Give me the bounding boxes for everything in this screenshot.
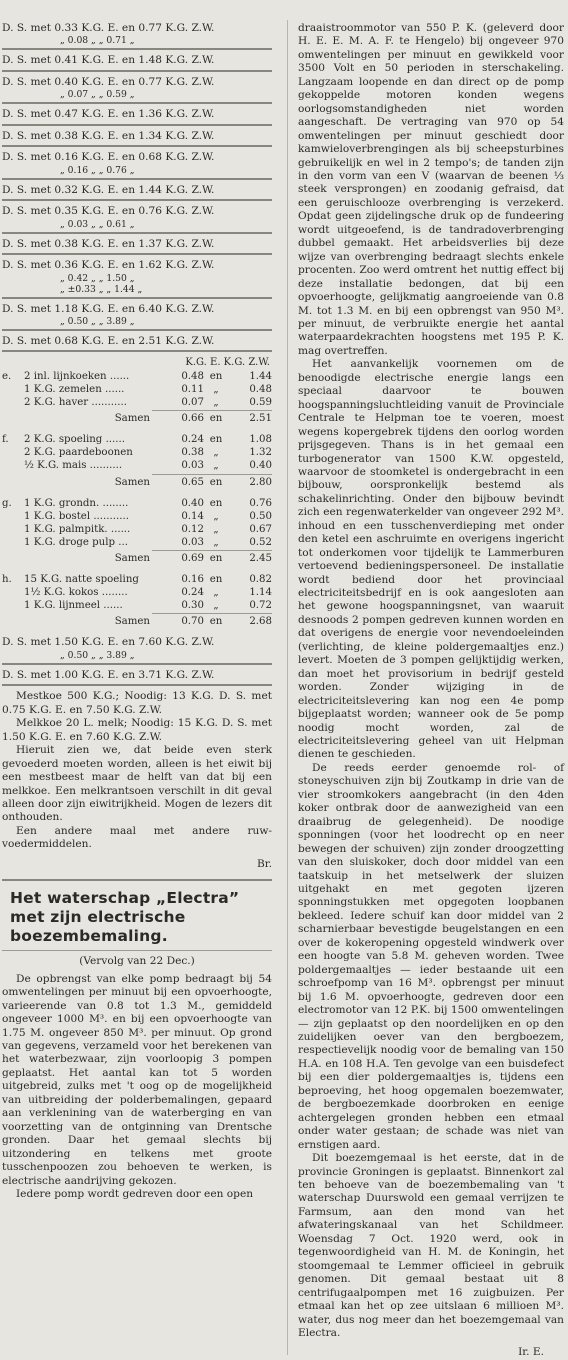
- ration-group: [2, 433, 272, 472]
- rule: [152, 550, 272, 551]
- ration-zetmeel: 0.72: [249, 600, 272, 612]
- rule: [2, 684, 272, 686]
- ration-eiwit: 0.24: [181, 587, 204, 599]
- feed-line: D. S. met 0.38 K.G. E. en 1.34 K.G. Z.W.: [2, 129, 215, 142]
- rule: [2, 232, 272, 234]
- ration-eiwit: 0.38: [181, 447, 204, 459]
- spacer: [2, 565, 272, 573]
- ration-sep: „: [213, 383, 219, 395]
- ration-item: 1 K.G. zemelen ......: [24, 383, 125, 395]
- ration-sep: „: [213, 523, 219, 535]
- ration-zetmeel: 0.48: [249, 383, 272, 395]
- rule: [152, 474, 272, 475]
- feed-subline: „ 0.16 „ „ 0.76 „: [60, 164, 135, 176]
- ration-item: 1½ K.G. kokos ........: [24, 587, 128, 599]
- continued-note: (Vervolg van 22 Dec.): [79, 955, 195, 968]
- ration-group: [2, 497, 272, 549]
- ration-key: [2, 510, 24, 523]
- ration-zetmeel: 2.45: [249, 553, 272, 565]
- rule: [2, 950, 272, 951]
- ration-item: 2 K.G. spoeling ......: [24, 434, 125, 446]
- ration-total: [2, 615, 272, 628]
- feed-line: D. S. met 0.68 K.G. E. en 2.51 K.G. Z.W.: [2, 334, 215, 347]
- rule: [2, 350, 272, 352]
- ration-zetmeel: 2.51: [249, 413, 272, 425]
- ration-eiwit: 0.48: [181, 370, 204, 382]
- ration-total: [2, 476, 272, 489]
- ration-sep: „: [213, 536, 219, 548]
- feed-subline: „ 0.07 „ „ 0.59 „: [60, 89, 135, 101]
- feed-subline: „ 0.50 „ „ 3.89 „: [60, 649, 135, 661]
- ration-total-label: Samen: [114, 413, 150, 425]
- article-body: Iedere pomp wordt gedreven door een open: [16, 1187, 254, 1200]
- feed-subline: „ 0.08 „ „ 0.71 „: [60, 35, 135, 47]
- feed-line: D. S. met 0.32 K.G. E. en 1.44 K.G. Z.W.: [2, 183, 215, 196]
- ration-zetmeel: 0.67: [249, 523, 272, 535]
- rule: [2, 70, 272, 72]
- ration-eiwit: 0.66: [181, 413, 204, 425]
- paragraph: Melkkoe 20 L. melk; Noodig: 15 K.G. D. S. met 1.50 K.G. E. en 7.60 K.G. Z.W.: [2, 717, 272, 743]
- ration-key: e.: [2, 370, 12, 382]
- ration-eiwit: 0.12: [181, 523, 204, 535]
- feed-line: D. S. met 0.35 K.G. E. en 0.76 K.G. Z.W.: [2, 205, 215, 218]
- ration-zetmeel: 0.76: [249, 497, 272, 509]
- ration-key: f.: [2, 434, 9, 446]
- rule: [2, 297, 272, 299]
- rule: [2, 879, 272, 881]
- ration-zetmeel: 0.59: [249, 397, 272, 409]
- ration-group: [2, 573, 272, 612]
- rule: [2, 329, 272, 331]
- article-body: De reeds eerder genoemde rol- of stoneyschuiven zijn bij Zoutkamp in drie van de vier stroomkokers aangebracht (in den 4den koker ontbrak door de aanwezigheid van een draaibrug de gelegenheid). De noodige sponningen (voor het loodrecht op en neer bewegen der schuiven) zijn zonder droogzetting van den sluiskoker, doch door middel van een taatskuip in het metselwerk der sluizen uitgehakt en met gegoten ijzeren sponningstukken met opgegoten loopbanen bekleed. Iedere schuif kan door middel van 2 scharnierbaar bevestigde beugelstangen en een over de kokeropening opgesteld windwerk over een hoogte van 5.8 M. geheven worden. Twee poldergemaaltjes — ieder bestaande uit een schroefpomp van 16 M³. opbrengst per minuut bij 1.6 M. opvoerhoogte, gedreven door een electromotor van 12 P.K. bij 1500 omwentelingen — zijn geplaatst op den noordelijken en op den zuidelijken oever van den bergboezem, respectievelijk noodig voor de bemaling van 150 H.A. en 108 H.A. Ten gevolge van een buisdefect bij een dier poldergemaaltjes is, tijdens een beproeving, het hoog opgemalen boezemwater, de bergboezemkade doorbroken en eenige achtergelegen gronden hebben een etmaal onder water gestaan; de schade was niet van ernstigen aard.: [298, 761, 564, 1151]
- feed-line: D. S. met 0.47 K.G. E. en 1.36 K.G. Z.W.: [2, 108, 215, 121]
- ration-sep: „: [213, 460, 219, 472]
- ration-item: 1 K.G. droge pulp ...: [24, 536, 128, 548]
- spacer: [2, 628, 272, 636]
- ration-sep: en: [209, 370, 223, 382]
- ration-total-label: Samen: [114, 616, 150, 628]
- feed-line: D. S. met 1.50 K.G. E. en 7.60 K.G. Z.W.: [2, 636, 215, 649]
- ration-key: g.: [2, 497, 12, 509]
- ration-key: [2, 615, 24, 628]
- ration-sep: en: [209, 413, 223, 425]
- ration-item: 15 K.G. natte spoeling: [24, 574, 139, 586]
- article-body: Dit boezemgemaal is het eerste, dat in de provincie Groningen is geplaatst. Binnenkort zal ten behoeve van de boezembemaling van 't waterschap Duurswold een gemaal verrijzen te Farmsum, aan den mond van het afwateringskanaal van het Schildmeer. Woensdag 7 Oct. 1920 werd, ook in tegenwoordigheid van H. M. de Koningin, het stoomgemaal te Lemmer officieel in gebruik genomen. Dit gemaal bestaat uit 8 centrifugaalpompen met 16 zuigbuizen. Per etmaal kan het op zee uitslaan 6 millioen M³. water, dus nog meer dan het boezemgemaal van Electra.: [298, 1152, 564, 1339]
- ration-item: 1 K.G. lijnmeel ......: [24, 600, 123, 612]
- ration-eiwit: 0.11: [181, 383, 204, 395]
- ration-sep: en: [209, 616, 223, 628]
- ration-sep: en: [209, 476, 223, 488]
- feed-subline: „ 0.50 „ „ 3.89 „: [60, 315, 135, 327]
- ration-zetmeel: 0.40: [249, 460, 272, 472]
- ration-zetmeel: 1.14: [249, 587, 272, 599]
- article-body: Het aanvankelijk voornemen om de benoodigde electrische energie langs een speciaal daarvoor te bouwen hoogspanningsluchtleiding vanuit de Provinciale Centrale te Helpman toe te voeren, moest wegens kopergebrek tijdens den oorlog worden prijsgegeven. Thans is in het gemaal een turbogenerator van 1500 K.W. opgesteld, waarvoor de stoomketel is ondergebracht in een bijbouw, oorspronkelijk bestemd als schakelinrichting. Onder den bijbouw bevindt zich een regenwaterkelder van ongeveer 292 M³. inhoud en een tusschenverdieping met onder den ketel een aschruimte en overigens ingericht tot onderkomen voor tijdelijk te Lammerburen vertoevend bedieningspersoneel. De installatie wordt bediend door het provinciaal electriciteitsbedrijf en is ook aangesloten aan het gewone hoogspanningsnet, van waaruit desnoods 2 pompen gedreven kunnen worden en dat overigens de energie voor nevendoeleinden (verlichting, de kleine poldergemaaltjes enz.) levert. Moeten de 3 pompen gelijktijdig werken, dan moet het provisorium in bedrijf gesteld worden. Zonder wijziging in de electriciteitslevering kan nog een 4e pomp bijgeplaatst worden; wanneer ook de 5e pomp noodig mocht worden, zal de electriciteitslevering geheel van uit Helpman dienen te geschieden.: [298, 358, 564, 761]
- signature: Ir. E.: [518, 1346, 544, 1359]
- feed-table-middle: [2, 303, 272, 353]
- right-column: [298, 22, 564, 1360]
- ration-zetmeel: 0.82: [249, 574, 272, 586]
- rule: [2, 199, 272, 201]
- ration-eiwit: 0.40: [181, 497, 204, 509]
- ration-sep: „: [213, 587, 219, 599]
- paragraph: Hieruit zien we, dat beide even sterk gevoederd moeten worden, alleen is het eiwit bij een mestbeest maar de helft van dat bij een melkkoe. Een melkrantsoen verschilt in dit geval alleen door zijn eiwitrijkheid. Mogen de lezers dit onthouden.: [2, 744, 272, 824]
- ration-zetmeel: 0.50: [249, 510, 272, 522]
- feed-line: D. S. met 1.18 K.G. E. en 6.40 K.G. Z.W.: [2, 302, 215, 315]
- spacer: [2, 489, 272, 497]
- feed-subline: „ 0.03 „ „ 0.61 „: [60, 218, 135, 230]
- ration-key: [2, 536, 24, 549]
- feed-subline: „ 0.42 „ „ 1.50 „: [60, 272, 135, 284]
- rule: [2, 124, 272, 126]
- ration-eiwit: 0.30: [181, 600, 204, 612]
- feed-table-upper: [2, 22, 272, 255]
- ration-eiwit: 0.16: [181, 574, 204, 586]
- ration-key: [2, 552, 24, 565]
- ration-eiwit: 0.03: [181, 460, 204, 472]
- ration-group: [2, 370, 272, 409]
- ration-header: K.G. E. K.G. Z.W.: [185, 357, 270, 369]
- ration-sep: „: [213, 447, 219, 459]
- column-divider: [287, 20, 288, 1355]
- ration-total-label: Samen: [114, 476, 150, 488]
- ration-key: [2, 396, 24, 409]
- article-body: De opbrengst van elke pomp bedraagt bij 54 omwentelingen per minuut bij een opvoerhoogte, varieerende van 0.8 tot 1.3 M., gemiddeld ongeveer 1000 M³. en bij een opvoerhoogte van 1.75 M. ongeveer 850 M³. per minuut. Op grond van gegevens, verzameld voor het berekenen van het waterbezwaar, zijn voorloopig 3 pompen geplaatst. Het aantal kan tot 5 worden uitgebreid, zulks met 't oog op de mogelijkheid van uitbreiding der polderbemalingen, gepaard aan verklenining van de waterberging en van voorzetting van de ontginning van Drentsche gronden. Daar het gemaal slechts bij uitzondering en telkens met groote tusschenpoozen zou behoeven te werken, is electrische aandrijving gekozen.: [2, 972, 272, 1187]
- feed-line: D. S. met 0.36 K.G. E. en 1.62 K.G. Z.W.: [2, 259, 215, 272]
- ration-eiwit: 0.03: [181, 536, 204, 548]
- ration-key: [2, 383, 24, 396]
- ration-sep: en: [209, 553, 223, 565]
- ration-key: h.: [2, 574, 12, 586]
- ration-total: [2, 412, 272, 425]
- left-column: [2, 22, 272, 1201]
- ration-key: [2, 476, 24, 489]
- feed-block-three-lines: [2, 259, 272, 298]
- rule: [152, 613, 272, 614]
- rule: [2, 102, 272, 104]
- feed-line: D. S. met 0.16 K.G. E. en 0.68 K.G. Z.W.: [2, 151, 215, 164]
- ration-key: [2, 586, 24, 599]
- rule: [2, 253, 272, 255]
- ration-eiwit: 0.07: [181, 397, 204, 409]
- ration-key: [2, 459, 24, 472]
- ration-zetmeel: 2.80: [249, 476, 272, 488]
- ration-zetmeel: 1.44: [249, 370, 272, 382]
- ration-zetmeel: 2.68: [249, 616, 272, 628]
- signature: Br.: [256, 857, 272, 870]
- spacer: [2, 425, 272, 433]
- ration-item: 2 K.G. paardeboonen: [24, 447, 133, 459]
- article-title: Het waterschap „Electra” met zijn electrische boezembemaling.: [10, 889, 240, 946]
- ration-eiwit: 0.70: [181, 616, 204, 628]
- ration-key: [2, 412, 24, 425]
- ration-eiwit: 0.14: [181, 510, 204, 522]
- ration-key: [2, 523, 24, 536]
- rule: [2, 663, 272, 665]
- ration-sep: en: [209, 574, 223, 586]
- ration-item: 1 K.G. bostel ...........: [24, 510, 129, 522]
- rule: [152, 410, 272, 411]
- ration-sep: „: [213, 510, 219, 522]
- article-body: draaistroommotor van 550 P. K. (geleverd door H. E. E. M. A. F. te Hengelo) bij ongeveer 970 omwentelingen per minuut en gewikkeld voor 3500 Volt en 50 perioden in sterschakeling. Langzaam loopende en dan direct op de pomp gekoppelde motoren konden wegens oorlogsomstandigheden niet worden aangeschaft. De vertraging van 970 op 54 omwentelingen per minuut geschiedt door kamwieloverbrengingen als bij scheepsturbines gebruikelijk en wel in 2 tempo's; de tanden zijn in den vorm van een V (waarvan de beenen ⅓ steek versprongen) en zoodanig gefraisd, dat een geruischlooze overbrenging is verzekerd. Opdat geen zijdelingsche druk op de fundeering wordt uitgeoefend, is de tandradoverbrenging dubbel gemaakt. Het arbeidsverlies bij deze wijze van overbrenging bedraagt slechts enkele procenten. Zoo werd omtrent het nuttig effect bij deze installatie bedongen, dat bij een opvoerhoogte, gelijkmatig aangroeiende van 0.8 M. tot 1.3 M. en bij een opbrengst van 950 M³. per minuut, de verbruikte energie het aantal waterpaardekrachten hoogstens met 195 P. K. mag overtreffen.: [298, 22, 564, 357]
- rule: [2, 145, 272, 147]
- paragraph: Een andere maal met andere ruw-voedermiddelen.: [2, 824, 272, 851]
- ration-item: 2 K.G. haver ...........: [24, 397, 127, 409]
- ration-tables: [2, 370, 272, 637]
- ration-sep: en: [209, 497, 223, 509]
- ration-key: [2, 599, 24, 612]
- feed-line: D. S. met 0.41 K.G. E. en 1.48 K.G. Z.W.: [2, 54, 215, 67]
- feed-line: D. S. met 0.33 K.G. E. en 0.77 K.G. Z.W.: [2, 22, 215, 34]
- feed-line: D. S. met 0.40 K.G. E. en 0.77 K.G. Z.W.: [2, 75, 215, 88]
- ration-zetmeel: 1.32: [249, 447, 272, 459]
- ration-zetmeel: 1.08: [249, 434, 272, 446]
- ration-item: 1 K.G. grondn. ........: [24, 497, 129, 509]
- feed-table-lower: [2, 636, 272, 686]
- ration-eiwit: 0.24: [181, 434, 204, 446]
- ration-total: [2, 552, 272, 565]
- ration-eiwit: 0.65: [181, 476, 204, 488]
- ration-sep: „: [213, 397, 219, 409]
- ration-item: 1 K.G. palmpitk. ......: [24, 523, 131, 535]
- ration-total-label: Samen: [114, 553, 150, 565]
- paragraph: Mestkoe 500 K.G.; Noodig: 13 K.G. D. S. met 0.75 K.G. E. en 7.50 K.G. Z.W.: [2, 690, 272, 716]
- rule: [2, 178, 272, 180]
- ration-zetmeel: 0.52: [249, 536, 272, 548]
- ration-sep: en: [209, 434, 223, 446]
- feed-subline: „ ±0.33 „ „ 1.44 „: [60, 283, 143, 295]
- ration-item: 2 inl. lijnkoeken ......: [24, 370, 130, 382]
- feed-line: D. S. met 0.38 K.G. E. en 1.37 K.G. Z.W.: [2, 237, 215, 250]
- feed-line: D. S. met 1.00 K.G. E. en 3.71 K.G. Z.W.: [2, 668, 215, 681]
- ration-item: ½ K.G. mais ..........: [24, 460, 123, 472]
- ration-eiwit: 0.69: [181, 553, 204, 565]
- ration-sep: „: [213, 600, 219, 612]
- ration-key: [2, 446, 24, 459]
- rule: [2, 48, 272, 50]
